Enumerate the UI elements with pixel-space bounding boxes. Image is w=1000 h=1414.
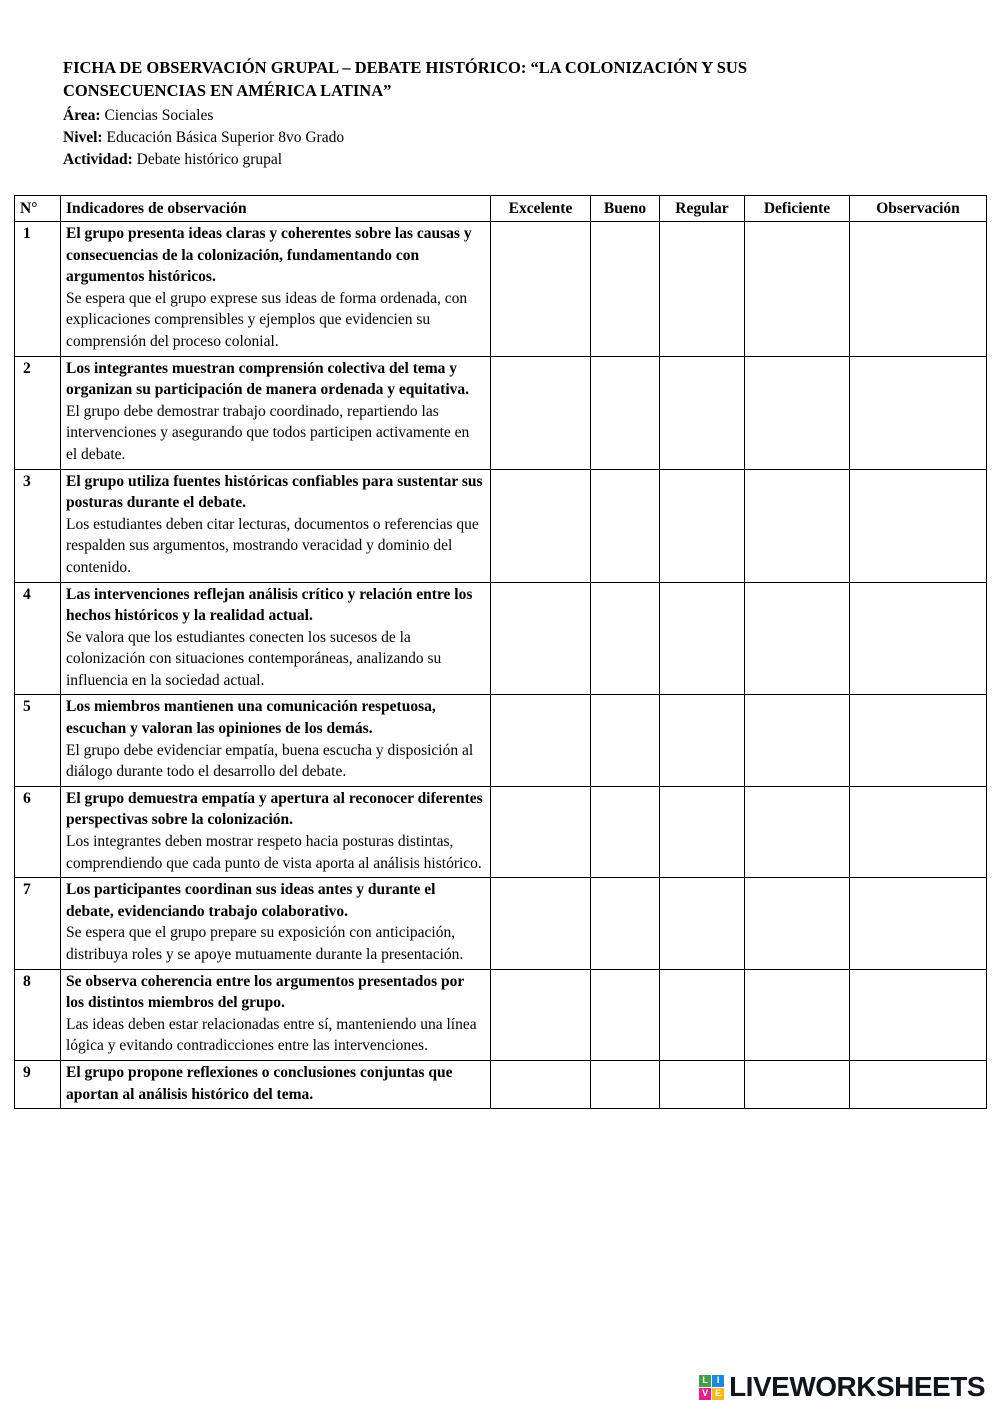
indicator-title: El grupo presenta ideas claras y coherentes sobre las causas y consecuencias de la colonización, fundamentando con argumentos históricos. — [66, 225, 472, 286]
indicator-description: Se espera que el grupo exprese sus ideas de forma ordenada, con explicaciones comprensibles y ejemplos que evidencien su comprensión del proceso colonial. — [66, 289, 468, 350]
liveworksheets-logo-icon — [699, 1375, 724, 1400]
rating-cell-excelente[interactable] — [491, 878, 591, 969]
table-row — [15, 469, 987, 582]
indicator-cell — [61, 695, 491, 786]
rating-cell-deficiente[interactable] — [745, 878, 850, 969]
rating-cell-regular[interactable] — [660, 695, 745, 786]
indicator-cell — [61, 786, 491, 877]
rating-cell-observacion[interactable] — [850, 222, 987, 357]
indicator-title: Los miembros mantienen una comunicación respetuosa, escuchan y valoran las opiniones de los demás. — [66, 698, 436, 738]
rating-cell-deficiente[interactable] — [745, 695, 850, 786]
rating-cell-deficiente[interactable] — [745, 582, 850, 695]
rating-cell-deficiente[interactable] — [745, 786, 850, 877]
table-row — [15, 969, 987, 1060]
rating-cell-regular[interactable] — [660, 969, 745, 1060]
row-number: 4 — [15, 582, 61, 695]
rating-cell-observacion[interactable] — [850, 695, 987, 786]
meta-nivel-value: Educación Básica Superior 8vo Grado — [102, 129, 345, 146]
row-number: 1 — [15, 222, 61, 357]
rating-cell-regular[interactable] — [660, 582, 745, 695]
indicator-title: Los participantes coordinan sus ideas antes y durante el debate, evidenciando trabajo colaborativo. — [66, 881, 436, 920]
column-header-indicadores: Indicadores de observación — [61, 196, 491, 222]
rating-cell-regular[interactable] — [660, 786, 745, 877]
observation-table — [14, 195, 987, 1109]
logo-square-i: I — [712, 1375, 724, 1387]
indicator-cell — [61, 1060, 491, 1108]
rating-cell-regular[interactable] — [660, 1060, 745, 1108]
rating-cell-bueno[interactable] — [591, 469, 660, 582]
indicator-title: El grupo propone reflexiones o conclusiones conjuntas que aportan al análisis histórico del tema. — [66, 1063, 453, 1103]
rating-cell-excelente[interactable] — [491, 695, 591, 786]
rating-cell-excelente[interactable] — [491, 1060, 591, 1108]
rating-cell-observacion[interactable] — [850, 356, 987, 469]
rating-cell-excelente[interactable] — [491, 582, 591, 695]
meta-actividad — [63, 149, 893, 171]
rating-cell-regular[interactable] — [660, 878, 745, 969]
indicator-description: El grupo debe evidenciar empatía, buena escucha y disposición al diálogo durante todo el desarrollo del debate. — [66, 741, 474, 781]
rating-cell-bueno[interactable] — [591, 582, 660, 695]
row-number: 9 — [15, 1060, 61, 1108]
rating-cell-excelente[interactable] — [491, 469, 591, 582]
rating-cell-regular[interactable] — [660, 469, 745, 582]
rating-cell-excelente[interactable] — [491, 969, 591, 1060]
indicator-title: Los integrantes muestran comprensión colectiva del tema y organizan su participación de manera ordenada y equitativa. — [66, 359, 470, 399]
meta-actividad-value: Debate histórico grupal — [132, 151, 283, 168]
header-row — [15, 196, 987, 222]
indicator-cell — [61, 878, 491, 969]
row-number: 5 — [15, 695, 61, 786]
meta-area-label: Área: — [63, 107, 101, 124]
rating-cell-deficiente[interactable] — [745, 1060, 850, 1108]
rating-cell-excelente[interactable] — [491, 786, 591, 877]
liveworksheets-footer — [699, 1371, 985, 1403]
row-number: 7 — [15, 878, 61, 969]
meta-nivel — [63, 127, 893, 149]
table-row — [15, 582, 987, 695]
rating-cell-deficiente[interactable] — [745, 469, 850, 582]
table-row — [15, 1060, 987, 1108]
document-meta — [63, 105, 893, 171]
indicator-description: El grupo debe demostrar trabajo coordinado, repartiendo las intervenciones y asegurando que todos participen activamente en el debate. — [66, 402, 470, 463]
indicator-description: Las ideas deben estar relacionadas entre sí, manteniendo una línea lógica y evitando contradicciones entre las intervenciones. — [66, 1015, 477, 1055]
indicator-description: Se valora que los estudiantes conecten los sucesos de la colonización con situaciones contemporáneas, analizando su influencia en la sociedad actual. — [66, 628, 442, 689]
logo-square-l: L — [699, 1375, 711, 1387]
rating-cell-excelente[interactable] — [491, 222, 591, 357]
indicator-title: Se observa coherencia entre los argumentos presentados por los distintos miembros del grupo. — [66, 972, 464, 1012]
meta-actividad-label: Actividad: — [63, 151, 133, 168]
rating-cell-bueno[interactable] — [591, 695, 660, 786]
indicator-cell — [61, 222, 491, 357]
table-row — [15, 356, 987, 469]
column-header-excelente: Excelente — [491, 196, 591, 222]
table-row — [15, 222, 987, 357]
liveworksheets-brand-text[interactable]: LIVEWORKSHEETS — [729, 1371, 985, 1402]
rating-cell-regular[interactable] — [660, 222, 745, 357]
rating-cell-bueno[interactable] — [591, 222, 660, 357]
column-header-num: N° — [15, 196, 61, 222]
logo-square-v: V — [699, 1388, 711, 1400]
table-row — [15, 786, 987, 877]
table-header — [15, 196, 987, 222]
rating-cell-bueno[interactable] — [591, 786, 660, 877]
rating-cell-observacion[interactable] — [850, 582, 987, 695]
indicator-title: El grupo demuestra empatía y apertura al reconocer diferentes perspectivas sobre la colonización. — [66, 789, 483, 829]
indicator-title: Las intervenciones reflejan análisis crítico y relación entre los hechos históricos y la realidad actual. — [66, 585, 473, 625]
column-header-observacion: Observación — [850, 196, 987, 222]
row-number: 3 — [15, 469, 61, 582]
page-title: FICHA DE OBSERVACIÓN GRUPAL – DEBATE HISTÓRICO: “LA COLONIZACIÓN Y SUS CONSECUENCIAS EN AMÉRICA LATINA” — [63, 58, 747, 100]
indicator-description: Los estudiantes deben citar lecturas, documentos o referencias que respalden sus argumentos, mostrando veracidad y dominio del contenido. — [66, 515, 479, 576]
table-row — [15, 695, 987, 786]
document-header — [63, 56, 893, 171]
column-header-bueno: Bueno — [591, 196, 660, 222]
meta-area — [63, 105, 893, 127]
indicator-description: Se espera que el grupo prepare su exposición con anticipación, distribuya roles y se apoye mutuamente durante la presentación. — [66, 924, 464, 963]
indicator-cell — [61, 356, 491, 469]
rating-cell-deficiente[interactable] — [745, 222, 850, 357]
rating-cell-excelente[interactable] — [491, 356, 591, 469]
row-number: 2 — [15, 356, 61, 469]
table-row — [15, 878, 987, 969]
row-number: 6 — [15, 786, 61, 877]
indicator-cell — [61, 469, 491, 582]
rating-cell-deficiente[interactable] — [745, 969, 850, 1060]
rating-cell-observacion[interactable] — [850, 469, 987, 582]
meta-area-value: Ciencias Sociales — [100, 107, 214, 124]
rating-cell-deficiente[interactable] — [745, 356, 850, 469]
column-header-regular: Regular — [660, 196, 745, 222]
logo-square-e: E — [712, 1388, 724, 1400]
rating-cell-bueno[interactable] — [591, 969, 660, 1060]
meta-nivel-label: Nivel: — [63, 129, 103, 146]
indicator-title: El grupo utiliza fuentes históricas confiables para sustentar sus posturas durante el debate. — [66, 472, 483, 512]
rating-cell-observacion[interactable] — [850, 1060, 987, 1108]
row-number: 8 — [15, 969, 61, 1060]
rating-cell-observacion[interactable] — [850, 786, 987, 877]
column-header-deficiente: Deficiente — [745, 196, 850, 222]
indicator-cell — [61, 969, 491, 1060]
rating-cell-bueno[interactable] — [591, 1060, 660, 1108]
indicators-tbody — [15, 222, 987, 1109]
rating-cell-observacion[interactable] — [850, 969, 987, 1060]
indicator-description: Los integrantes deben mostrar respeto hacia posturas distintas, comprendiendo que cada punto de vista aporta al análisis histórico. — [66, 833, 482, 872]
rating-cell-bueno[interactable] — [591, 878, 660, 969]
rating-cell-regular[interactable] — [660, 356, 745, 469]
rating-cell-bueno[interactable] — [591, 356, 660, 469]
indicator-cell — [61, 582, 491, 695]
rating-cell-observacion[interactable] — [850, 878, 987, 969]
